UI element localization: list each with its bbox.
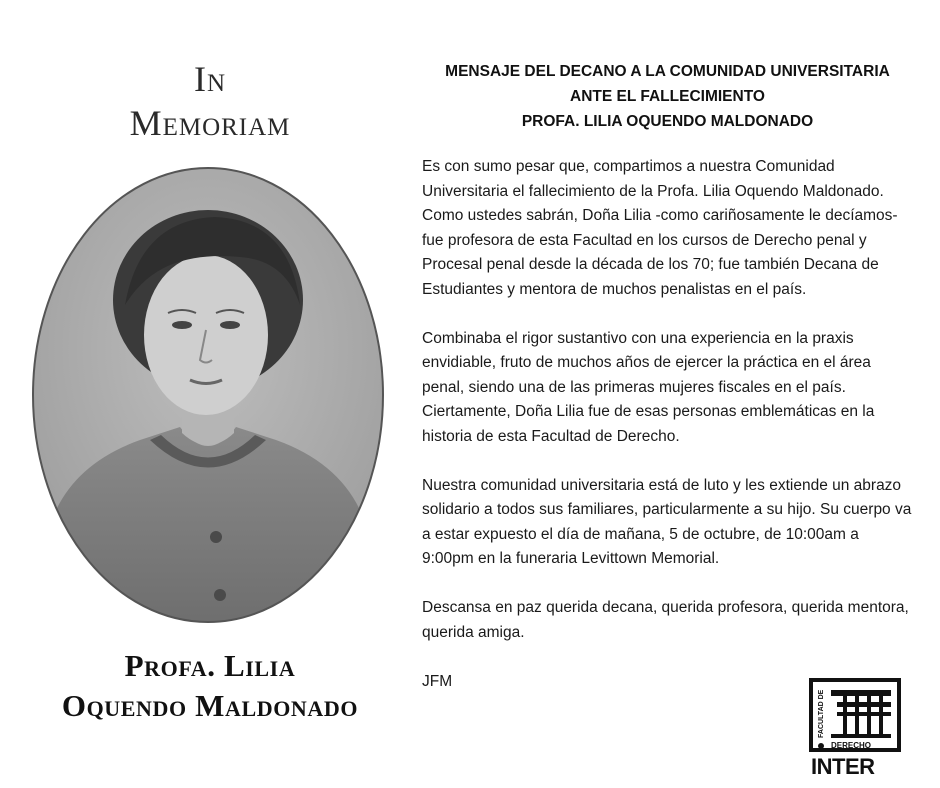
signature: JFM [422, 672, 453, 690]
in-memoriam-title [0, 58, 420, 146]
name-line2: Oquendo Maldonado [61, 688, 359, 723]
name-line1: Profa. Lilia [124, 648, 296, 683]
memorial-left-column [0, 0, 420, 788]
inter-derecho-logo [809, 678, 905, 778]
paragraph-1: Es con sumo pesar que, compartimos a nuestra Comunidad Universitaria el fallecimiento de la Profa. Lilia Oquendo Maldonado. Como ustedes sabrán, Doña Lilia -como cariñosamente le decíamos- fue profesora de esta Facultad en los cursos de Derecho penal y Procesal penal desde la década de los 70; fue también Decana de Estudiantes y mentora de muchos penalistas en el país. [422, 158, 898, 298]
paragraph-4: Descansa en paz querida decana, querida profesora, querida mentora, querida amiga. [422, 599, 909, 641]
paragraph-3: Nuestra comunidad universitaria está de luto y les extiende un abrazo solidario a todos sus familiares, particularmente a su hijo. Su cuerpo va a estar expuesto el día de mañana, 5 de octubre, de 10:00am a 9:00pm en la funeraria Levittown Memorial. [422, 476, 912, 567]
heading-line1: MENSAJE DEL DECANO A LA COMUNIDAD UNIVERSITARIA [445, 63, 890, 80]
message-heading [420, 59, 915, 134]
heading-line2: ANTE EL FALLECIMIENTO [570, 88, 765, 105]
paragraph-2: Combinaba el rigor sustantivo con una experiencia en la praxis envidiable, fruto de muchos años de ejercer la práctica en el área penal, siendo una de las primeras mujeres fiscales en el país. Ciertamente, Doña Lilia fue de esas personas emblemáticas en la historia de esta Facultad de Derecho. [422, 329, 875, 445]
in-memoriam-line2: Memoriam [129, 103, 291, 143]
message-body [422, 155, 914, 719]
message-column [420, 0, 920, 788]
logo-facultad-text: FACULTAD DE [818, 689, 825, 738]
logo-derecho-text: DERECHO [831, 741, 872, 750]
portrait-photo [30, 165, 386, 625]
in-memoriam-line1: In [193, 59, 227, 99]
heading-line3: PROFA. LILIA OQUENDO MALDONADO [521, 113, 814, 130]
deceased-name [0, 646, 420, 726]
logo-inter-text: INTER [811, 754, 875, 778]
